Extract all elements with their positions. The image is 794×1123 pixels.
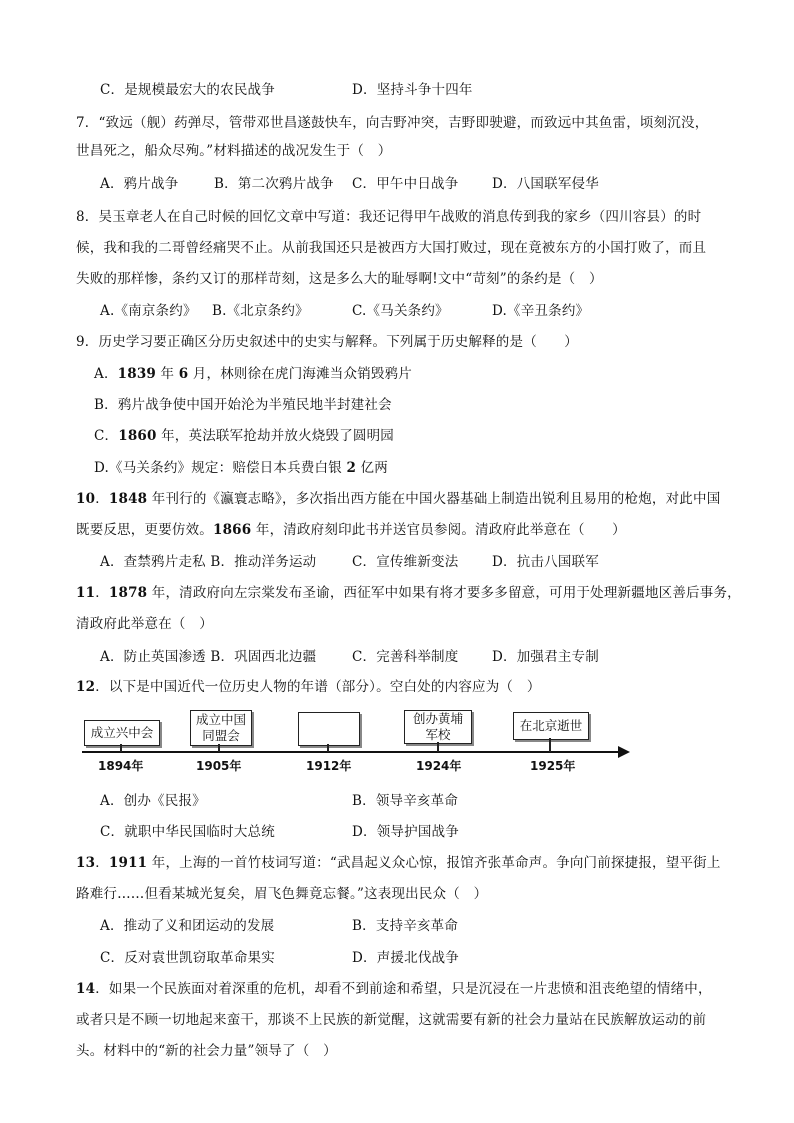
q7-option-a: A．鸦片战争	[100, 176, 179, 192]
q8-option-a: A.《南京条约》	[100, 303, 197, 319]
q9-option-b: B．鸦片战争使中国开始沦为半殖民地半封建社会	[94, 397, 392, 413]
timeline-stem	[120, 744, 122, 752]
q12-stem: 12．以下是中国近代一位历史人物的年谱（部分）。空白处的内容应为（ ）	[76, 679, 541, 695]
q11-option-ab: A．防止英国渗透 B．巩固西北边疆	[100, 649, 317, 665]
q6-option-c: C．是规模最宏大的农民战争	[100, 82, 275, 98]
q14-stem-line3: 头。材料中的“新的社会力量”领导了（ ）	[76, 1043, 337, 1059]
timeline-stem	[549, 738, 551, 752]
timeline-event-3-blank	[298, 712, 360, 746]
q7-option-b: B．第二次鸦片战争	[214, 176, 334, 192]
q12-option-d: D．领导护国战争	[352, 824, 459, 840]
timeline-axis	[82, 751, 622, 753]
q8-stem-line1: 8．吴玉章老人在自己时候的回忆文章中写道：我还记得甲午战败的消息传到我的家乡（四川容县）的时	[76, 209, 702, 225]
timeline-year-3: 1912年	[306, 759, 352, 773]
q12-option-c: C．就职中华民国临时大总统	[100, 824, 275, 840]
q13-option-b: B．支持辛亥革命	[352, 918, 459, 934]
q9-option-a: A．1839 年 6 月，林则徐在虎门海滩当众销毁鸦片	[94, 366, 413, 382]
q13-stem-line2: 路难行……但看某城光复矣，眉飞色舞竟忘餐。”这表现出民众（ ）	[76, 886, 488, 902]
q10-stem-line1: 10．1848 年刊行的《瀛寰志略》，多次指出西方能在中国火器基础上制造出锐利且易用的枪炮，对此中国	[76, 491, 721, 507]
q8-option-d: D.《辛丑条约》	[492, 303, 590, 319]
q11-option-d: D．加强君主专制	[492, 649, 599, 665]
q12-option-b: B．领导辛亥革命	[352, 793, 459, 809]
q9-option-c: C．1860 年，英法联军抢劫并放火烧毁了圆明园	[94, 428, 395, 444]
timeline-event-4: 创办黄埔 军校	[404, 710, 472, 744]
q7-option-c: C．甲午中日战争	[352, 176, 459, 192]
timeline-event-2: 成立中国 同盟会	[190, 710, 252, 746]
q14-stem-line1: 14．如果一个民族面对着深重的危机，却看不到前途和希望，只是沉浸在一片悲愤和沮丧绝望的情绪中，	[76, 981, 712, 997]
q13-option-d: D．声援北伐战争	[352, 950, 459, 966]
q13-option-a: A．推动了义和团运动的发展	[100, 918, 275, 934]
q11-option-c: C．完善科举制度	[352, 649, 459, 665]
q14-stem-line2: 或者只是不顾一切地起来蛮干，那谈不上民族的新觉醒，这就需要有新的社会力量站在民族解放运动的前	[76, 1012, 707, 1028]
q8-option-c: C.《马关条约》	[352, 303, 449, 319]
q9-option-d: D.《马关条约》规定：赔偿日本兵费白银 2 亿两	[94, 460, 388, 476]
q10-option-d: D．抗击八国联军	[492, 554, 599, 570]
timeline-event-1: 成立兴中会	[84, 720, 160, 746]
q10-stem-line2: 既要反思，更要仿效。1866 年，清政府刻印此书并送官员参阅。清政府此举意在（ ）	[76, 522, 626, 538]
q13-option-c: C．反对袁世凯窃取革命果实	[100, 950, 275, 966]
timeline-year-2: 1905年	[196, 759, 242, 773]
timeline-stem	[218, 744, 220, 752]
q6-option-d: D．坚持斗争十四年	[352, 82, 473, 98]
timeline-stem	[327, 744, 329, 752]
q8-stem-line2: 候，我和我的二哥曾经痛哭不止。从前我国还只是被西方大国打败过，现在竟被东方的小国打败了，而且	[76, 240, 707, 256]
q7-option-d: D．八国联军侵华	[492, 176, 599, 192]
q9-stem: 9．历史学习要正确区分历史叙述中的史实与解释。下列属于历史解释的是（ ）	[76, 334, 578, 350]
q11-stem-line1: 11．1878 年，清政府向左宗棠发布圣谕，西征军中如果有将才要多多留意，可用于处理新疆地区善后事务，	[76, 585, 741, 601]
q10-option-ab: A．查禁鸦片走私 B．推动洋务运动	[100, 554, 317, 570]
q12-option-a: A．创办《民报》	[100, 793, 206, 809]
timeline-event-5: 在北京逝世	[513, 712, 589, 740]
q11-stem-line2: 清政府此举意在（ ）	[76, 616, 213, 632]
timeline-year-1: 1894年	[98, 759, 144, 773]
timeline-year-5: 1925年	[530, 759, 576, 773]
timeline-year-4: 1924年	[416, 759, 462, 773]
q10-option-c: C．宣传维新变法	[352, 554, 459, 570]
q8-stem-line3: 失败的那样惨，条约又订的那样苛刻，这是多么大的耻辱啊!文中“苛刻”的条约是（ ）	[76, 271, 603, 287]
timeline-arrow-icon	[618, 746, 630, 758]
q7-stem-line2: 世昌死之，船众尽殉。”材料描述的战况发生于（ ）	[76, 143, 392, 159]
q7-stem-line1: 7．“致远（舰）药弹尽，管带邓世昌遂鼓快车，向吉野冲突，吉野即驶避，而致远中其鱼雷，顷刻沉没，	[76, 115, 709, 131]
q8-option-b: B.《北京条约》	[212, 303, 309, 319]
timeline-stem	[437, 742, 439, 752]
q13-stem-line1: 13．1911 年，上海的一首竹枝词写道：“武昌起义众心惊，报馆齐张革命声。争向门前探捷报，望平街上	[76, 855, 721, 871]
